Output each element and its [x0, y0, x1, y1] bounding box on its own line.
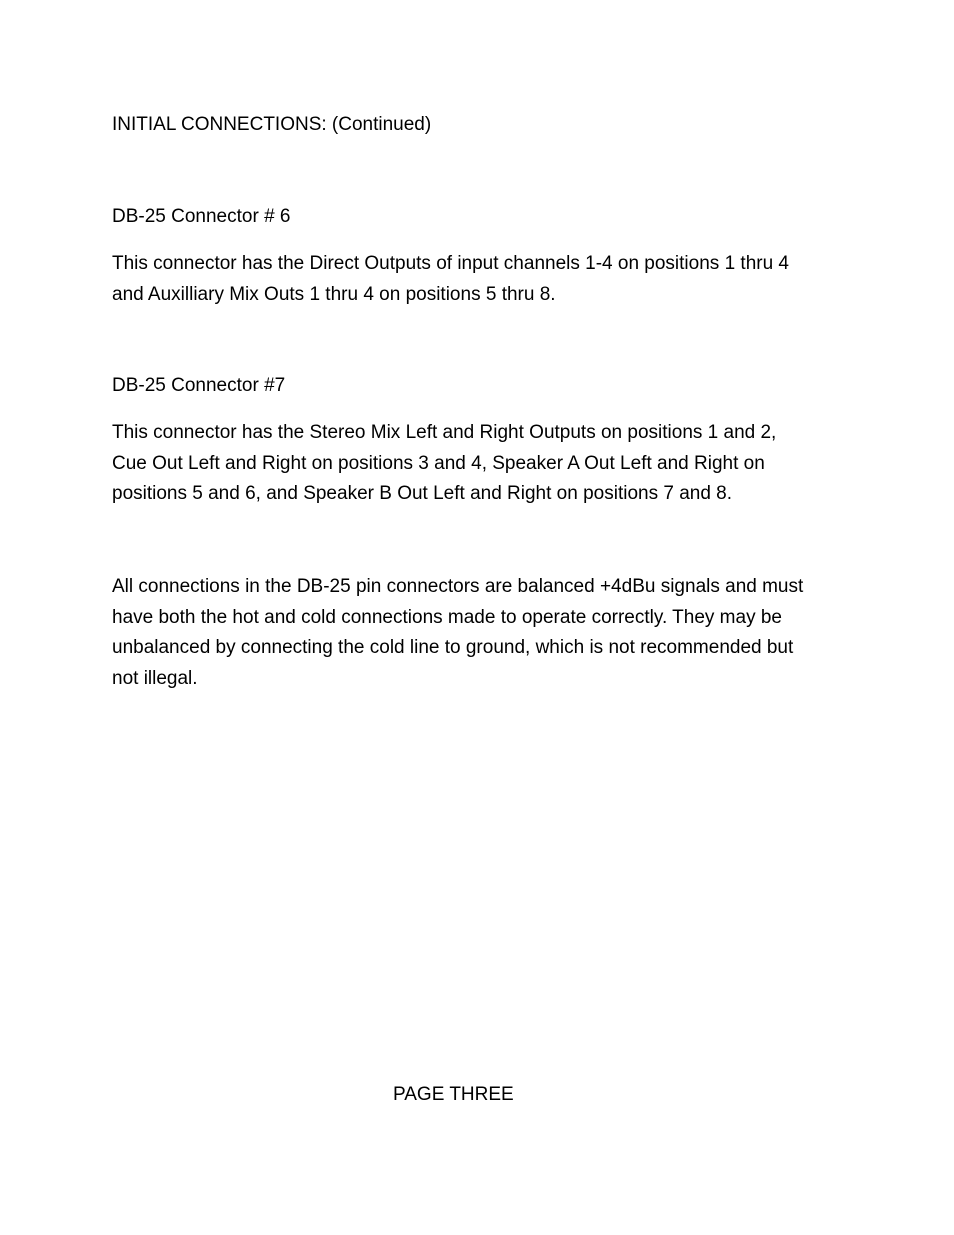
body-line: have both the hot and cold connections made to operate correctly. They may be — [112, 606, 782, 628]
body-line: unbalanced by connecting the cold line to ground, which is not recommended but — [112, 637, 794, 658]
balanced-connections-note — [112, 572, 852, 694]
section-body-connector-7 — [112, 418, 852, 510]
body-line: All connections in the DB-25 pin connectors are balanced +4dBu signals and must — [112, 576, 804, 597]
body-line: and Auxilliary Mix Outs 1 thru 4 on positions 5 thru 8. — [112, 283, 556, 305]
body-line: This connector has the Direct Outputs of input channels 1-4 on positions 1 thru 4 — [112, 253, 789, 274]
page-footer: PAGE THREE — [393, 1084, 514, 1105]
body-line: positions 5 and 6, and Speaker B Out Left and Right on positions 7 and 8. — [112, 483, 733, 504]
section-heading-connector-7: DB-25 Connector #7 — [112, 375, 286, 396]
body-line: This connector has the Stereo Mix Left and Right Outputs on positions 1 and 2, — [112, 422, 777, 443]
section-body-connector-6 — [112, 249, 852, 310]
body-line: Cue Out Left and Right on positions 3 and 4, Speaker A Out Left and Right on — [112, 452, 765, 474]
body-line: not illegal. — [112, 667, 198, 689]
section-heading-connector-6: DB-25 Connector # 6 — [112, 206, 291, 227]
page-title: INITIAL CONNECTIONS: (Continued) — [112, 114, 432, 135]
